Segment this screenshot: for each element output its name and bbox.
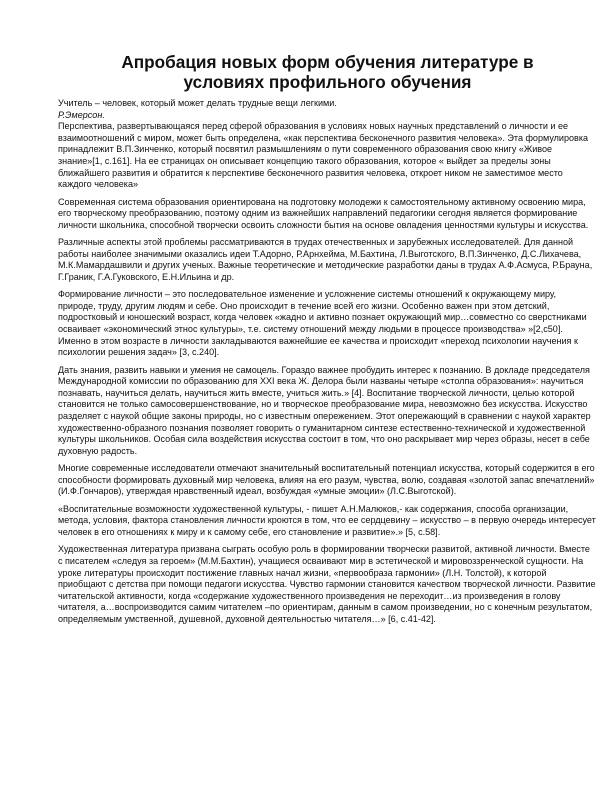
paragraph-5: Дать знания, развить навыки и умения не самоцель. Гораздо важнее пробудить интерес к познанию. В докладе председателя Международной комиссии по образованию для XXI века Ж. Делора были названы четыре «столпа образования»: научиться познавать, научиться делать, научиться жить вместе, учиться жить.» [4]. Воспитание творческой личности, целью которой становится не только самосовершенствование, но и творческое преобразование мира, невозможно без искусства. Искусство разделяет с наукой общие законы природы, но с известным опережением. Этот опережающий в сравнении с наукой характер художественно-образного познания позволяет говорить о гуманитарном синтезе естественно-технической и художественной культуры школьников. Особая сила воздействия искусства состоит в том, что оно раскрывает мир через образы, несет в себе духовную радость. bbox=[58, 364, 591, 456]
paragraph-3: Различные аспекты этой проблемы рассматриваются в трудах отечественных и зарубежных исследователей. Для данной работы наиболее значимыми оказались идеи Т.Адорно, Р.Арнхейма, М.Бахтина, Л.Выготского, В.П.Зинченко, Д.С.Лихачева, М.К.Мамардашвили и других ученых. Важные теоретические и методические разработки даны в трудах А.Ф.Асмуса, Р.Брауна, Г.Граник, Г.А.Гуковского, Е.Н.Ильина и др. bbox=[58, 237, 593, 282]
title-line-2: условиях профильного обучения bbox=[183, 72, 472, 92]
epigraph-text: Учитель – человек, который может делать трудные вещи легкими. bbox=[58, 98, 337, 108]
paragraph-2: Современная система образования ориентирована на подготовку молодежи к самостоятельному активному освоению мира, его творческому преобразованию, поэтому одним из важнейших направлений педагогики сегодня является формирование личности школьника, способной творчески освоить сложности бытия на основе овладения ценностями культуры и искусства. bbox=[58, 196, 589, 230]
paragraph-7: «Воспитательные возможности художественной культуры, - пишет А.Н.Малюков,- как содержания, способа организации, метода, условия, фактора становления личности кроются в том, что ее сердцевину – искусство – в первую очередь интересует человек в его отношениях к миру и к самому себе, его становление и развитие».» [5, с.58]. bbox=[58, 503, 596, 537]
document-title bbox=[60, 52, 595, 92]
epigraph-author: Р.Эмерсон. bbox=[58, 109, 105, 120]
paragraph-4: Формирование личности – это последовательное изменение и усложнение системы отношений к окружающему миру, природе, труду, другим людям и себе. Оно происходит в течение всей его жизни. Особенно важен при этом детский, подростковый и юношеский возраст, когда человек «жадно и активно познает окружающий мир…совместно со сверстниками осваивает «экономический этнос культуры», т.е. систему отношений между людьми в процессе производства» »[2,с50]. Именно в этом возрасте в личности закладываются важнейшие ее качества и происходит «переход психологии научения к психологии решения задач» [3, с.240]. bbox=[58, 289, 587, 358]
paragraph-6: Многие современные исследователи отмечают значительный воспитательный потенциал искусства, который содержится в его способности формировать духовный мир человека, влияя на его разум, чувства, волю, создавая «золотой запас впечатлений» (И.Ф.Гончаров), утверждая нравственный идеал, возбуждая «умные эмоции» (Л.С.Выготской). bbox=[58, 463, 595, 497]
document-body bbox=[58, 98, 596, 626]
paragraph-1: Перспектива, развертывающаяся перед сферой образования в условиях новых научных представлений о личности и ее взаимоотношений с миром, может быть определена, «как перспектива бесконечного развития человека». Эта формулировка принадлежит В.П.Зинченко, который посвятил размышлениям о пути современного образования свою книгу «Живое знание»[1, с.161]. На ее страницах он описывает концепцию такого образования, которое « выйдет за пределы зоны ближайшего развития и обратится к перспективе бесконечного развития человека, откроет ником не заместимое место каждого человека» bbox=[58, 121, 589, 190]
paragraph-8: Художественная литература призвана сыграть особую роль в формировании творчески развитой, активной личности. Вместе с писателем «следуя за героем» (М.М.Бахтин), учащиеся осваивают мир в эстетической и мировоззренческой сущности. На уроке литературы происходит постижение главных начал жизни, «первообраза гармонии» (Л.Н. Толстой), к которой приобщают с детства при помощи педагоги искусства. Чувство гармонии становится качеством творческой личности. Развитие читательской активности, когда «содержание художественного произведения не переходит…из произведения в голову читателя, а…воспроизводится самим читателем –по ориентирам, данным в самом произведении, но с конечным результатом, определяемым умственной, душевной, духовной деятельностью читателя…» [6, с.41-42]. bbox=[58, 544, 596, 624]
title-line-1: Апробация новых форм обучения литературе в bbox=[121, 52, 534, 72]
